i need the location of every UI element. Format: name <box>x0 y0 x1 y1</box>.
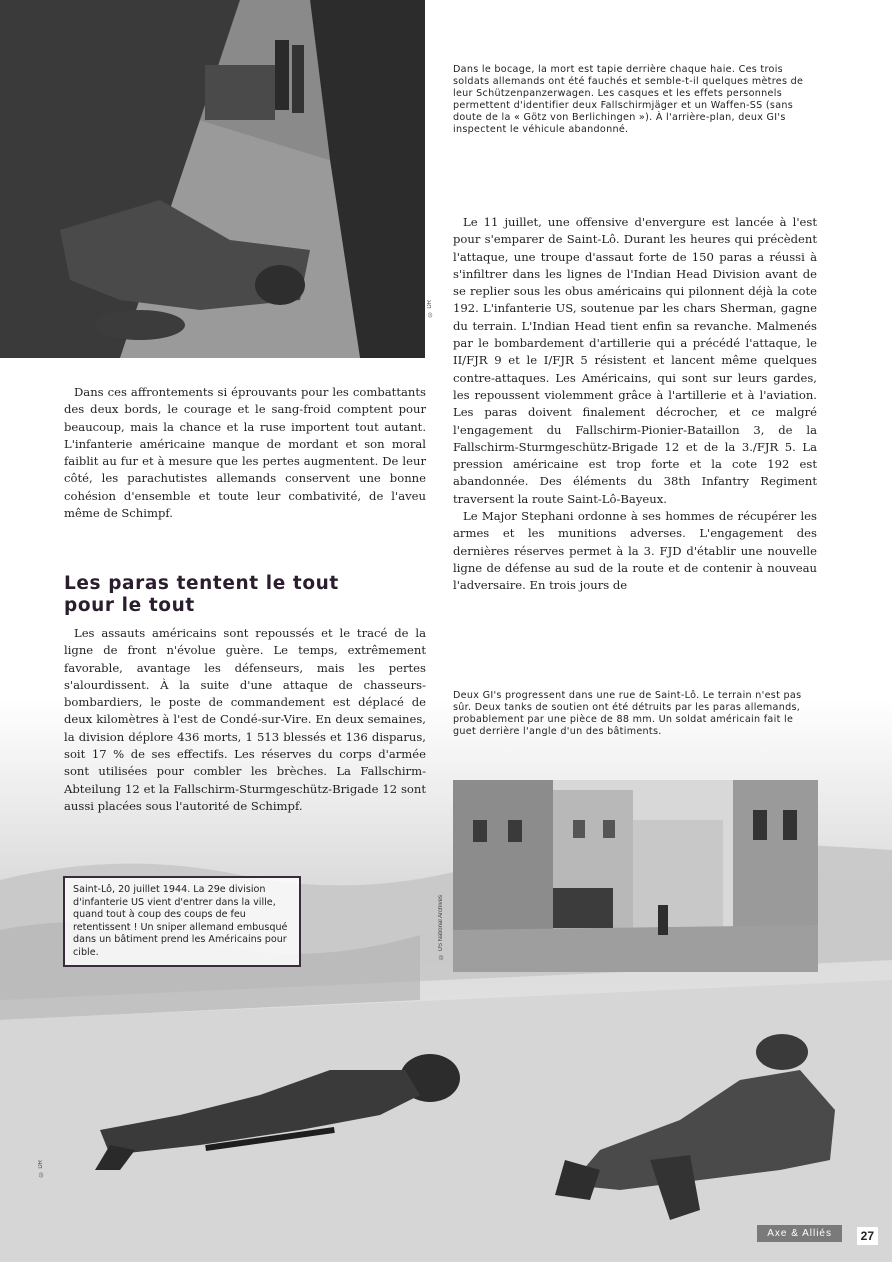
right-column-text <box>453 214 817 595</box>
bottom-photo-credit: © DR <box>38 1160 44 1177</box>
section-heading-line2: pour le tout <box>64 595 195 616</box>
section-text <box>64 625 426 815</box>
section-heading-line1: Les paras tentent le tout <box>64 573 339 594</box>
street-photo <box>453 780 818 972</box>
left-paragraph: Dans ces affrontements si éprouvants pour les combattants des deux bords, le courage et le sang-froid comptent pour beaucoup, mais la chance et la ruse importent tout autant. L'infanterie américaine manque de mordant et son moral faiblit au fur et à mesure que les pertes augmentent. De leur côté, les parachutistes allemands conservent une bonne cohésion d'ensemble et toute leur combativité, de l'aveu même de Schimpf. <box>64 385 426 521</box>
top-photo-caption: Dans le bocage, la mort est tapie derrière chaque haie. Ces trois soldats allemands ont été fauchés et semble-t-il quelques mètres de leur Schützenpanzerwagen. Les casques et les effets personnels permettent d'identifier deux Fallschirmjäger et un Waffen-SS (sans doute de la « Götz von Berlichingen »). À l'arrière-plan, deux GI's inspectent le véhicule abandonné. <box>453 64 804 135</box>
section-paragraph: Les assauts américains sont repoussés et le tracé de la ligne de front n'évolue guère. Le temps, extrêmement favorable, avantage les défenseurs, mais les pertes s'alourdissent. À la suite d'une attaque de chasseurs-bombardiers, le poste de commandement est déplacé de deux kilomètres à l'est de Condé-sur-Vire. En deux semaines, la division déplore 436 morts, 1 513 blessés et 136 disparus, soit 17 % de ses effectifs. Les réserves du corps d'armée sont utilisées pour combler les brèches. La Fallschirm-Abteilung 12 et la Fallschirm-Sturmgeschütz-Brigade 12 sont aussi placées sous l'autorité de Schimpf. <box>64 626 426 813</box>
right-paragraph-1: Le 11 juillet, une offensive d'envergure est lancée à l'est pour s'emparer de Saint-Lô. Durant les heures qui précèdent l'attaque, une troupe d'assaut forte de 150 paras a réussi à s'infiltrer dans les lignes de l'Indian Head Division avant de se replier sous les obus américains qui pilonnent déjà la cote 192. L'infanterie US, soutenue par les chars Sherman, gagne du terrain. L'Indian Head tient enfin sa revanche. Malmenés par le bombardement d'artillerie qui a précédé l'attaque, le II/FJR 9 et le I/FJR 5 résistent et lancent même quelques contre-attaques. Les Américains, qui sont sur leurs gardes, les repoussent violemment grâce à l'artillerie et à l'aviation. Les paras doivent finalement décrocher, et ce malgré l'engagement du Fallschirm-Pionier-Bataillon 3, de la Fallschirm-Sturmgeschütz-Brigade 12 et de la 3./FJR 5. La pression américaine est trop forte et la cote 192 est abandonnée. Des éléments du 38th Infantry Regiment traversent la route Saint-Lô-Bayeux. <box>453 215 817 506</box>
street-photo-credit: © US National Archives <box>438 895 444 960</box>
footer-brand: Axe & Alliés <box>757 1225 842 1242</box>
street-photo-caption: Deux GI's progressent dans une rue de Saint-Lô. Le terrain n'est pas sûr. Deux tanks de soutien ont été détruits par les paras allemands, probablement par une pièce de 88 mm. Un soldat américain fait le guet derrière l'angle d'un des bâtiments. <box>453 690 802 737</box>
section-heading <box>64 573 426 617</box>
page-number: 27 <box>857 1227 878 1245</box>
boxed-caption: Saint-Lô, 20 juillet 1944. La 29e division d'infanterie US vient d'entrer dans la ville, quand tout à coup des coups de feu retentissent ! Un sniper allemand embusqué dans un bâtiment prend les Américains pour cible. <box>63 876 301 967</box>
top-photo-credit: © DR <box>427 300 433 317</box>
top-photo <box>0 0 425 358</box>
right-paragraph-2: Le Major Stephani ordonne à ses hommes de récupérer les armes et les munitions adverses. L'engagement des dernières réserves permet à la 3. FJD d'établir une nouvelle ligne de défense au sud de la route et de contenir à nouveau l'adversaire. En trois jours de <box>453 509 817 593</box>
left-column-text <box>64 384 426 522</box>
